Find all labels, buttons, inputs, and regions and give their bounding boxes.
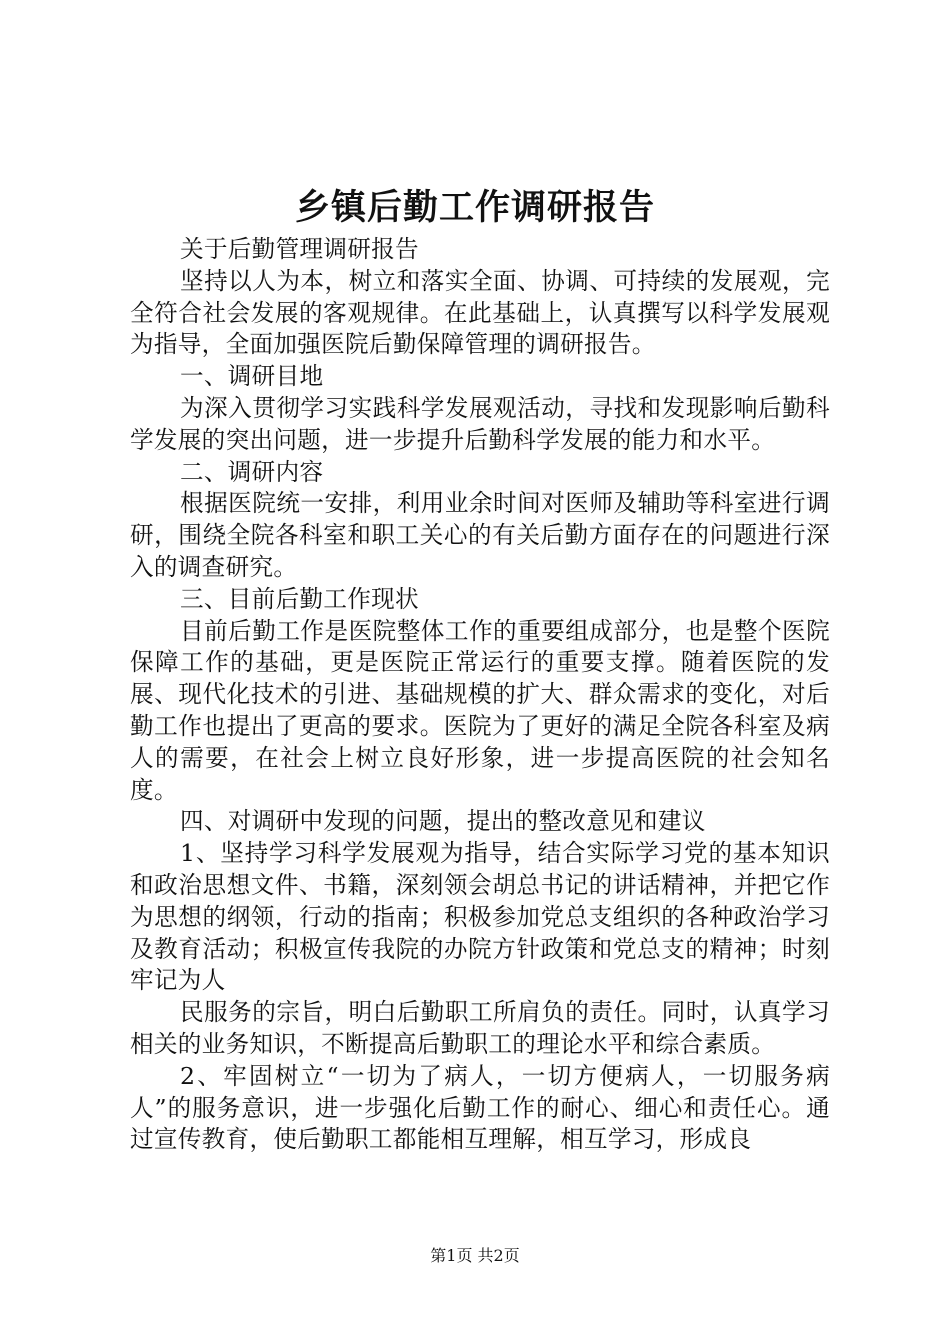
section-heading-purpose: 一、调研目地 [180, 362, 324, 391]
document-title: 乡镇后勤工作调研报告 [294, 187, 655, 228]
intro-paragraph: 坚持以人为本，树立和落实全面、协调、可持续的发展观，完全符合社会发展的客观规律。在此基础上，认真撰写以科学发展观为指导，全面加强医院后勤保障管理的调研报告。 [130, 266, 830, 359]
status-paragraph: 目前后勤工作是医院整体工作的重要组成部分，也是整个医院保障工作的基础，更是医院正常运行的重要支撑。随着医院的发展、现代化技术的引进、基础规模的扩大、群众需求的变化，对后勤工作也提出了更高的要求。医院为了更好的满足全院各科室及病人的需要，在社会上树立良好形象，进一步提高医院的社会知名度。 [130, 616, 830, 804]
page-footer: 第1页 共2页 [430, 1246, 520, 1265]
purpose-paragraph: 为深入贯彻学习实践科学发展观活动，寻找和发现影响后勤科学发展的突出问题，进一步提升后勤科学发展的能力和水平。 [130, 393, 830, 454]
suggestion-1-continued-paragraph: 民服务的宗旨，明白后勤职工所肩负的责任。同时，认真学习相关的业务知识，不断提高后勤职工的理论水平和综合素质。 [130, 998, 830, 1058]
section-heading-status: 三、目前后勤工作现状 [180, 584, 419, 613]
section-heading-content: 二、调研内容 [180, 457, 324, 486]
suggestion-1-paragraph: 1、坚持学习科学发展观为指导，结合实际学习党的基本知识和政治思想文件、书籍，深刻领会胡总书记的讲话精神，并把它作为思想的纲领，行动的指南；积极参加党总支组织的各种政治学习及教育活动；积极宣传我院的办院方针政策和党总支的精神；时刻牢记为人 [130, 839, 830, 995]
section-heading-suggestions: 四、对调研中发现的问题，提出的整改意见和建议 [180, 807, 706, 836]
content-paragraph: 根据医院统一安排，利用业余时间对医师及辅助等科室进行调研，围绕全院各科室和职工关心的有关后勤方面存在的问题进行深入的调查研究。 [130, 489, 830, 581]
suggestion-2-paragraph: 2、牢固树立“一切为了病人，一切方便病人，一切服务病人”的服务意识，进一步强化后勤工作的耐心、细心和责任心。通过宣传教育，使后勤职工都能相互理解，相互学习，形成良 [130, 1061, 830, 1154]
document-body [130, 234, 830, 1156]
report-subtitle: 关于后勤管理调研报告 [180, 235, 419, 263]
